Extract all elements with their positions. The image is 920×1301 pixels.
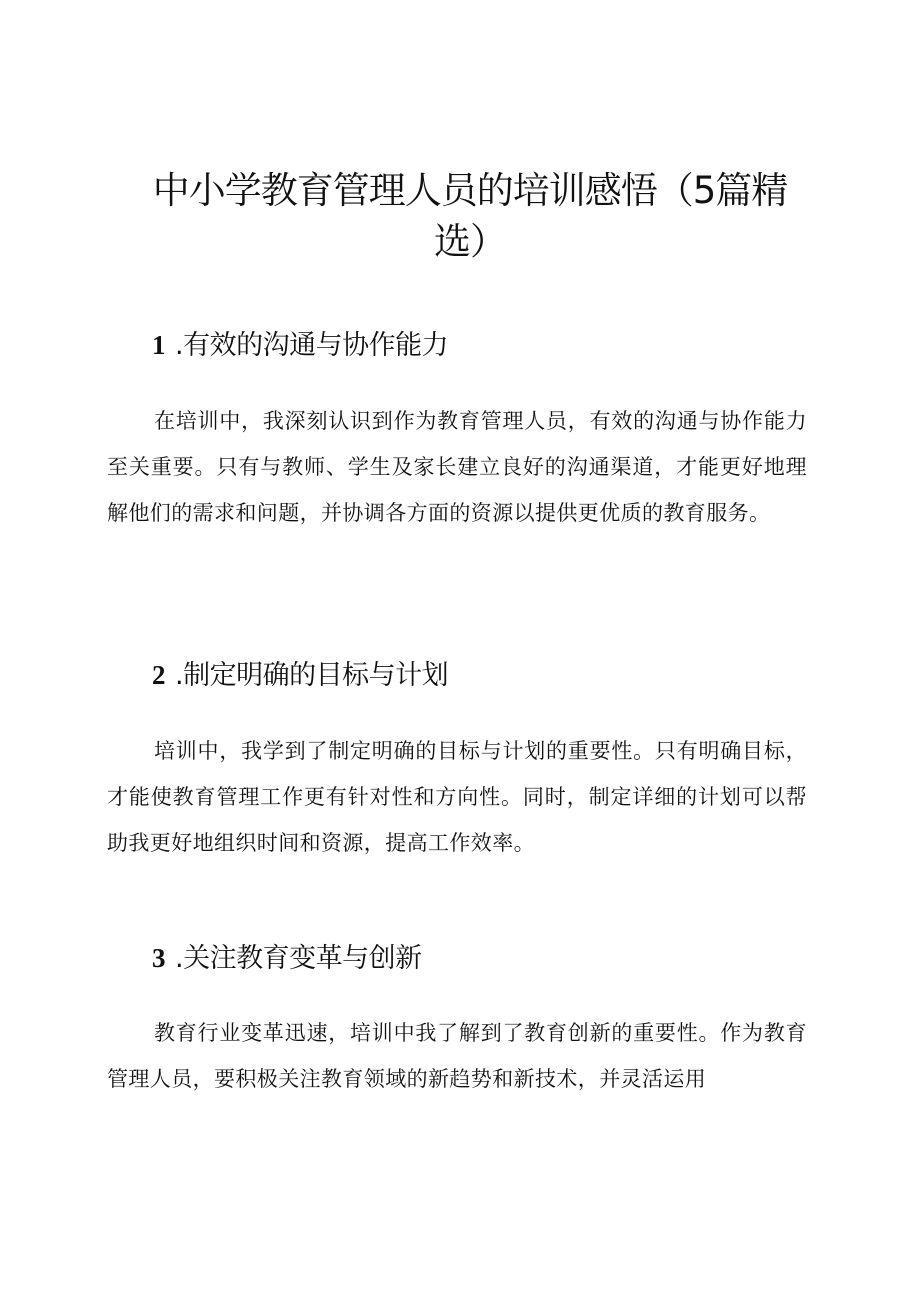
section-heading-text: .有效的沟通与协作能力 [175,330,449,361]
section-paragraph-1: 在培训中，我深刻认识到作为教育管理人员，有效的沟通与协作能力至关重要。只有与教师、学生及家长建立良好的沟通渠道，才能更好地理解他们的需求和问题，并协调各方面的资源以提供更优质的教育服务。 [107,409,807,525]
document-title: 中小学教育管理人员的培训感悟（5篇精选） [152,169,788,263]
section-heading-1 [152,327,448,364]
section-heading-text: .关注教育变革与创新 [175,943,422,974]
section-paragraph-3: 教育行业变革迅速，培训中我了解到了教育创新的重要性。作为教育管理人员，要积极关注教育领域的新趋势和新技术，并灵活运用 [107,1021,807,1091]
section-heading-2 [152,657,448,694]
section-number: 2 [152,660,165,690]
section-number: 3 [152,943,165,973]
section-number: 1 [152,330,165,360]
section-heading-3 [152,940,422,977]
section-heading-text: .制定明确的目标与计划 [175,660,449,691]
section-paragraph-2: 培训中，我学到了制定明确的目标与计划的重要性。只有明确目标，才能使教育管理工作更有针对性和方向性。同时，制定详细的计划可以帮助我更好地组织时间和资源，提高工作效率。 [107,739,807,855]
